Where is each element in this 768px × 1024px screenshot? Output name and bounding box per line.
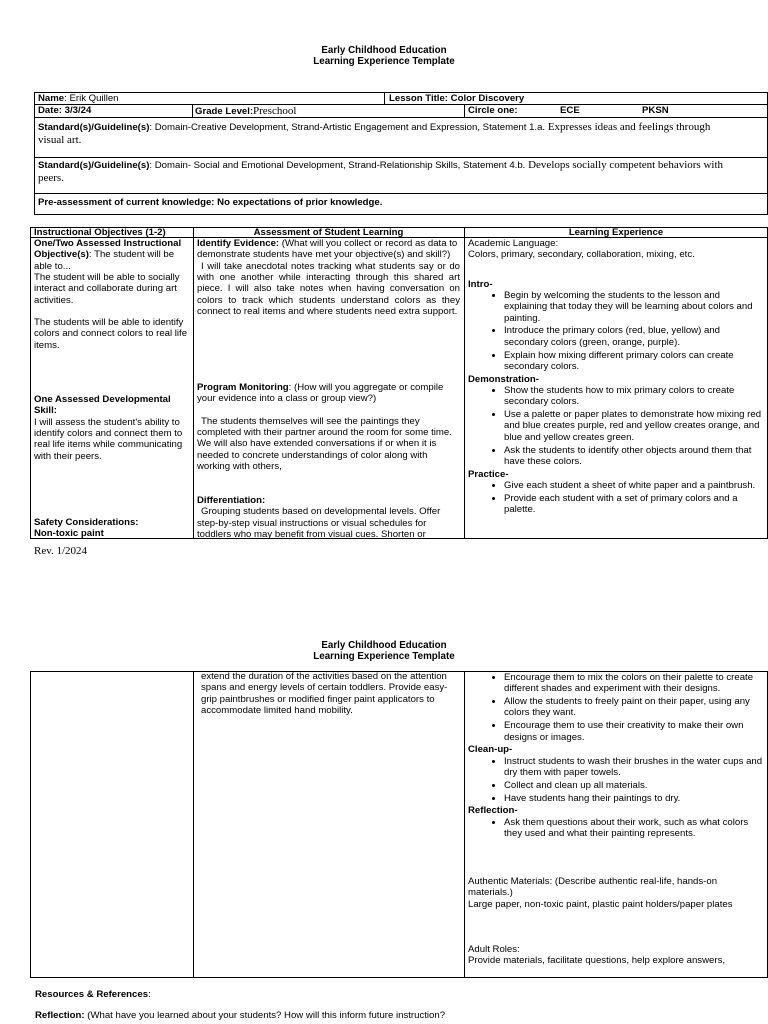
intro-list <box>468 290 764 372</box>
list-item: • Have students hang their paintings to dry. <box>504 793 764 804</box>
col-header-objectives: Instructional Objectives (1-2) <box>34 227 166 238</box>
date-field: Date: 3/3/24 <box>38 105 92 116</box>
list-item: • Encourage them to use their creativity to make their own designs or images. <box>504 720 764 743</box>
learning-experience-continued <box>468 672 764 841</box>
reflection-prompt: Reflection: (What have you learned about your students? How will this inform future instruction? <box>35 1010 446 1021</box>
standard-2: Standard(s)/Guideline(s): Domain- Social and Emotional Development, Strand-Relationship Skills, Statement 4.b. Develops socially competent behaviors with peers. <box>38 159 724 184</box>
grade-level-field: Grade Level:Preschool <box>195 105 297 117</box>
list-item: • Ask them questions about their work, such as what colors they used and what their painting represents. <box>504 817 764 840</box>
objective-1: The student will be able to socially interact and collaborate during art activities. <box>34 271 180 306</box>
list-item: • Instruct students to wash their brushes in the water cups and dry them with paper towels. <box>504 756 764 779</box>
list-item: • Collect and clean up all materials. <box>504 780 764 791</box>
list-item: • Allow the students to freely paint on their paper, using any colors they want. <box>504 696 764 719</box>
reflection-heading: Reflection- <box>468 805 518 817</box>
learning-experience-section <box>468 238 764 517</box>
demonstration-heading: Demonstration- <box>468 373 539 385</box>
circle-option-ece[interactable]: ECE <box>560 105 580 116</box>
practice-list-continued <box>468 672 764 743</box>
list-item: • Begin by welcoming the students to the lesson and explaining that today they will be learning about colors and painting. <box>504 290 764 324</box>
list-item: • Ask the students to identify other objects around them that have these colors. <box>504 445 764 468</box>
safety-section: Safety Considerations: Non-toxic paint <box>34 517 139 540</box>
page-2-subtitle: Learning Experience Template <box>313 651 455 662</box>
circle-option-pksn[interactable]: PKSN <box>642 105 669 116</box>
differentiation-section: Differentiation: Grouping students based on developmental levels. Offer step-by-step visual instructions or visual schedules for toddlers who may benefit from visual cues. Shorten or <box>197 495 441 540</box>
reflection-list <box>468 817 764 840</box>
practice-heading: Practice- <box>468 468 509 480</box>
cleanup-heading: Clean-up- <box>468 744 513 756</box>
differentiation-continued: extend the duration of the activities based on the attention spans and energy levels of certain toddlers. Provide easy-grip paintbrushes or modified finger paint applicators to accommodate limited hand mobility. <box>201 671 448 716</box>
name-field: Name: Erik Quillen <box>38 93 119 104</box>
objectives-section: One/Two Assessed Instructional Objective(s): The student will be able to... The student will be able to socially interact and collaborate during art activities. The students will be able to identify colors and connect colors to real life items. <box>34 238 188 351</box>
circle-one-label: Circle one: <box>468 105 518 116</box>
demonstration-list <box>468 385 764 467</box>
standard-1: Standard(s)/Guideline(s): Domain-Creative Development, Strand-Artistic Engagement and Expression, Statement 1.a. Expresses ideas and feelings through visual art. <box>38 121 711 146</box>
academic-language-text: Colors, primary, secondary, collaboration, mixing, etc. <box>468 249 695 261</box>
intro-heading: Intro- <box>468 278 493 290</box>
list-item: • Explain how mixing different primary colors can create secondary colors. <box>504 350 764 373</box>
developmental-skill-section: One Assessed Developmental Skill: I will assess the student's ability to identify colors and connect them to real life items while communicating with their peers. <box>34 394 183 462</box>
academic-language-label: Academic Language: <box>468 238 559 249</box>
resources-references: Resources & References: <box>35 989 151 1000</box>
practice-list <box>468 480 764 515</box>
list-item: • Show the students how to mix primary colors to create secondary colors. <box>504 385 764 408</box>
cleanup-list <box>468 756 764 804</box>
col-header-learning: Learning Experience <box>568 227 664 238</box>
page-title: Early Childhood Education <box>321 45 447 56</box>
adult-roles-section: Adult Roles: Provide materials, facilitate questions, help explore answers, <box>468 944 726 967</box>
program-monitoring-section: Program Monitoring: (How will you aggregate or compile your evidence into a class or group view?) The students themselves will see the paintings they completed with their partner around the room for some time. We will also have extended conversations if or when it is needed to concrete understandings of color along with working with others, <box>197 382 452 472</box>
page-subtitle: Learning Experience Template <box>313 56 455 67</box>
list-item: • Encourage them to mix the colors on their palette to create different shades and experiment with their designs. <box>504 672 764 695</box>
list-item: • Give each student a sheet of white paper and a paintbrush. <box>504 480 764 491</box>
identify-evidence-section: Identify Evidence: (What will you collect or record as data to demonstrate students have met your objective(s) and skill?) I will take anecdotal notes tracking what students say or do with one another while interacting through this shared art piece. I will also take notes when having conversation on colors to track which students understand colors as they connect to real items and where students need extra support. <box>197 238 460 317</box>
revision-note: Rev. 1/2024 <box>34 545 88 557</box>
objective-2: The students will be able to identify colors and connect colors to real life items. <box>34 316 188 351</box>
col-header-assessment: Assessment of Student Learning <box>253 227 404 238</box>
page-2-title: Early Childhood Education <box>321 640 447 651</box>
list-item: • Use a palette or paper plates to demonstrate how mixing red and blue creates purple, red and yellow creates orange, and blue and yellow creates green. <box>504 409 764 443</box>
authentic-materials-section: Authentic Materials: (Describe authentic real-life, hands-on materials.) Large paper, non-toxic paint, plastic paint holders/paper plates <box>468 876 733 910</box>
pre-assessment: Pre-assessment of current knowledge: No expectations of prior knowledge. <box>38 197 383 208</box>
list-item: • Provide each student with a set of primary colors and a palette. <box>504 493 764 516</box>
list-item: • Introduce the primary colors (red, blue, yellow) and secondary colors (green, orange, purple). <box>504 325 764 348</box>
lesson-title: Lesson Title: Color Discovery <box>389 93 525 104</box>
